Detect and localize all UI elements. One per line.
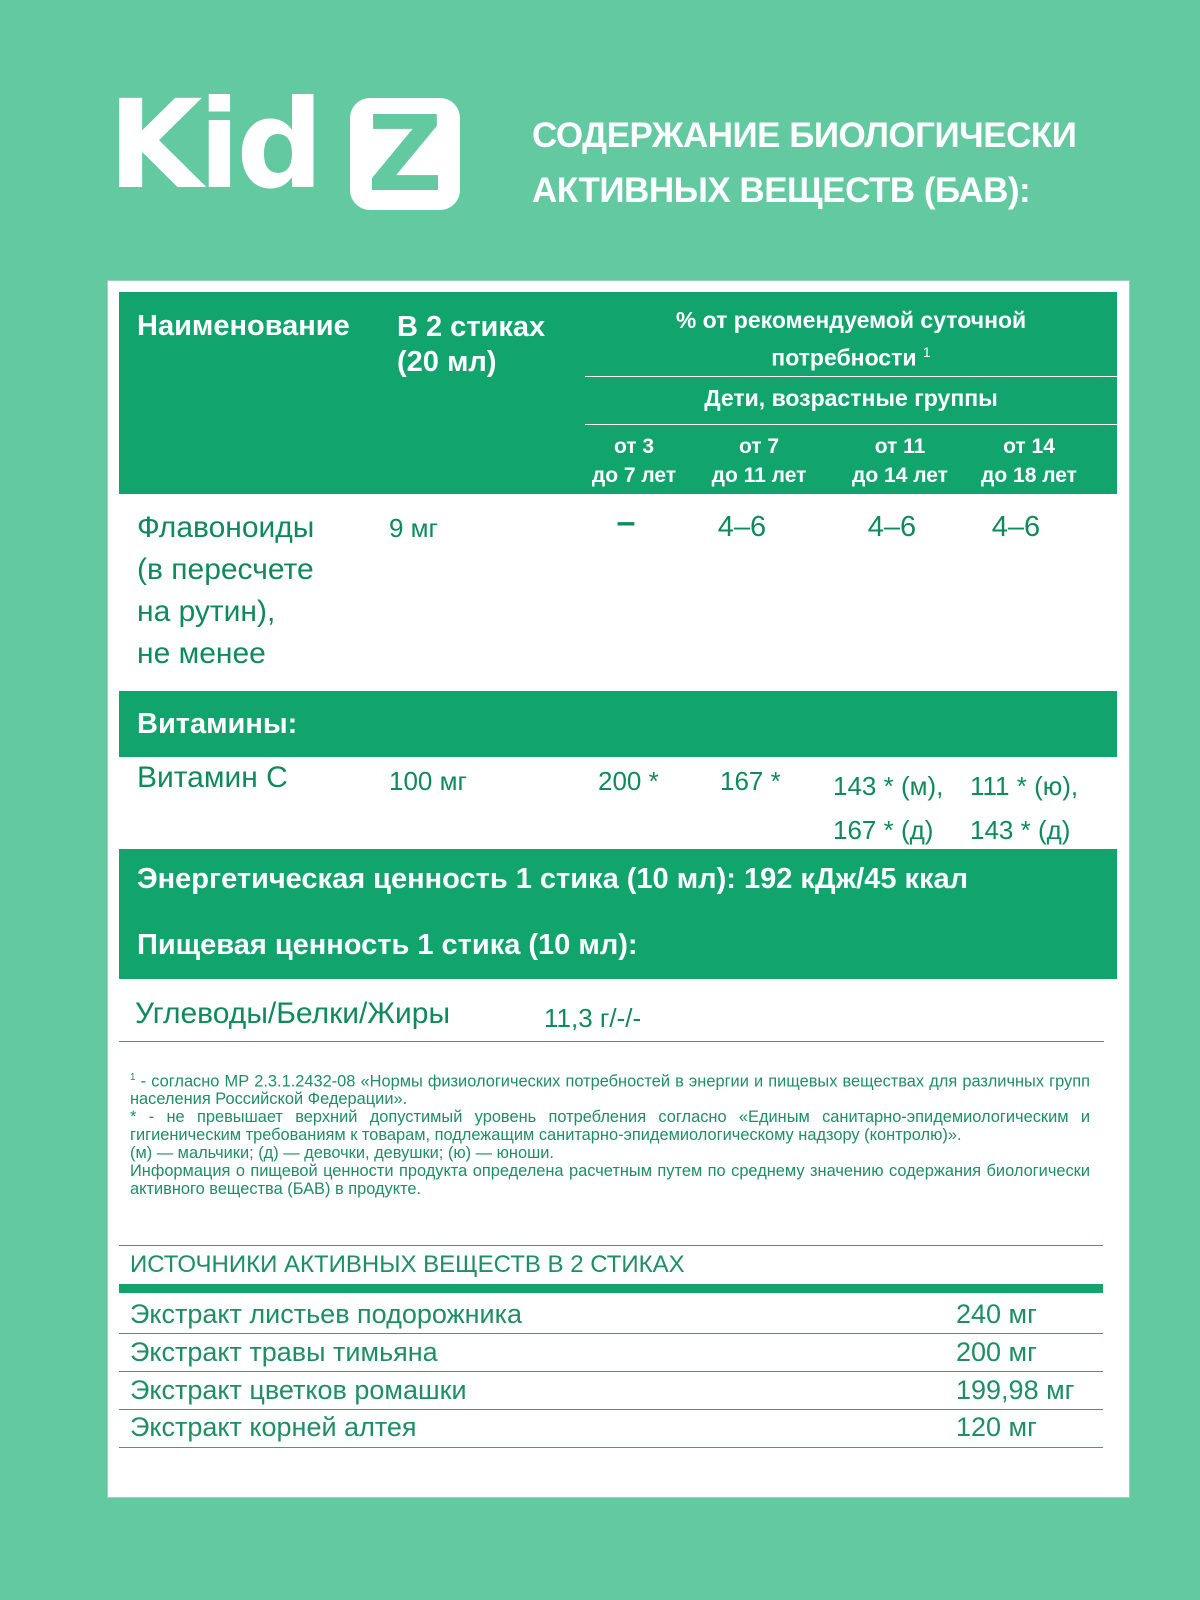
title-line-2: АКТИВНЫХ ВЕЩЕСТВ (БАВ):	[532, 171, 1031, 210]
brand-logo	[108, 74, 468, 216]
energy-band	[119, 849, 1117, 979]
sources-title-underline	[119, 1284, 1103, 1293]
nutrition-label: Пищевая ценность 1 стика (10 мл):	[137, 929, 638, 961]
header-name: Наименование	[137, 310, 350, 342]
vitamin-c-name: Витамин С	[137, 761, 288, 794]
source-value: 240 мг	[956, 1299, 1037, 1329]
nutrition-value: 11,3 г/-/-	[544, 1003, 642, 1033]
logo-text: Kid	[108, 74, 320, 216]
source-name: Экстракт травы тимьяна	[130, 1337, 438, 1367]
divider	[119, 1333, 1103, 1334]
footnote-1: $^1$ - согласно МР 2.3.1.2432-08 «Нормы физиологических потребностей в энергии и пищевых веществах для различных групп населения Российской Федерации».	[130, 1072, 1090, 1109]
divider	[119, 1041, 1104, 1042]
source-name: Экстракт листьев подорожника	[130, 1299, 523, 1329]
header-divider	[585, 424, 1117, 425]
footnote-4: Информация о пищевой ценности продукта определена расчетным путем по среднему значению содержания биологически активного вещества (БАВ) в продукте.	[130, 1162, 1090, 1199]
flavonoids-value-7-11: 4–6	[717, 511, 767, 543]
header-kids-groups: Дети, возрастные группы	[704, 385, 998, 411]
vitamins-label: Витамины:	[137, 708, 298, 740]
vitamin-c-value-14-18: 111 * (ю), 143 * (д)	[970, 771, 1079, 845]
page-title	[532, 108, 1172, 218]
header-age-14-18: от 14 до 18 лет	[981, 435, 1077, 487]
header-age-7-11: от 7 до 11 лет	[711, 435, 807, 487]
divider	[119, 1371, 1103, 1372]
header-age-3-7: от 3 до 7 лет	[591, 435, 677, 487]
footnote-2: * - не превышает верхний допустимый уровень потребления согласно «Единым санитарно-эпидемиологическим и гигиеническим требованиям к товарам, подлежащим санитарно-эпидемиологическому надзору (контролю)».	[130, 1108, 1090, 1145]
divider	[119, 1447, 1103, 1448]
source-name: Экстракт цветков ромашки	[130, 1375, 467, 1405]
vitamin-c-value-7-11: 167 *	[720, 766, 781, 796]
header-divider	[585, 376, 1117, 377]
nutrition-name: Углеводы/Белки/Жиры	[135, 997, 451, 1030]
divider	[119, 1409, 1103, 1410]
footnote-3: (м) — мальчики; (д) — девочки, девушки; (ю) — юноши.	[130, 1144, 554, 1163]
footnotes	[130, 1069, 1090, 1198]
flavonoids-value-14-18: 4–6	[991, 511, 1041, 543]
source-value: 199,98 мг	[956, 1375, 1075, 1405]
flavonoids-amount: 9 мг	[389, 513, 439, 543]
logo-box-letter: Z	[367, 93, 443, 215]
vitamin-c-value-3-7: 200 *	[598, 766, 659, 796]
vitamin-c-amount: 100 мг	[389, 766, 467, 796]
flavonoids-value-11-14: 4–6	[867, 511, 917, 543]
sources-title: ИСТОЧНИКИ АКТИВНЫХ ВЕЩЕСТВ В 2 СТИКАХ	[130, 1251, 685, 1278]
title-line-1: СОДЕРЖАНИЕ БИОЛОГИЧЕСКИ	[532, 116, 1077, 155]
source-name: Экстракт корней алтея	[130, 1412, 417, 1442]
vitamin-c-value-11-14: 143 * (м), 167 * (д)	[833, 771, 944, 845]
energy-value: Энергетическая ценность 1 стика (10 мл): 192 кДж/45 ккал	[137, 863, 969, 895]
nutrition-card	[107, 280, 1130, 1498]
vitamins-band	[119, 691, 1117, 757]
divider	[119, 1245, 1103, 1246]
flavonoids-value-3-7: –	[616, 503, 636, 541]
header-age-11-14: от 11 до 14 лет	[852, 435, 948, 487]
table-header	[119, 292, 1117, 494]
header-amount: В 2 стиках (20 мл)	[397, 311, 546, 378]
logo-box	[350, 93, 460, 215]
source-value: 120 мг	[956, 1412, 1037, 1442]
flavonoids-name: Флавоноиды (в пересчете на рутин), не менее	[137, 511, 315, 670]
source-value: 200 мг	[956, 1337, 1037, 1367]
header-percent: % от рекомендуемой суточной потребности $^1$	[675, 307, 1027, 371]
